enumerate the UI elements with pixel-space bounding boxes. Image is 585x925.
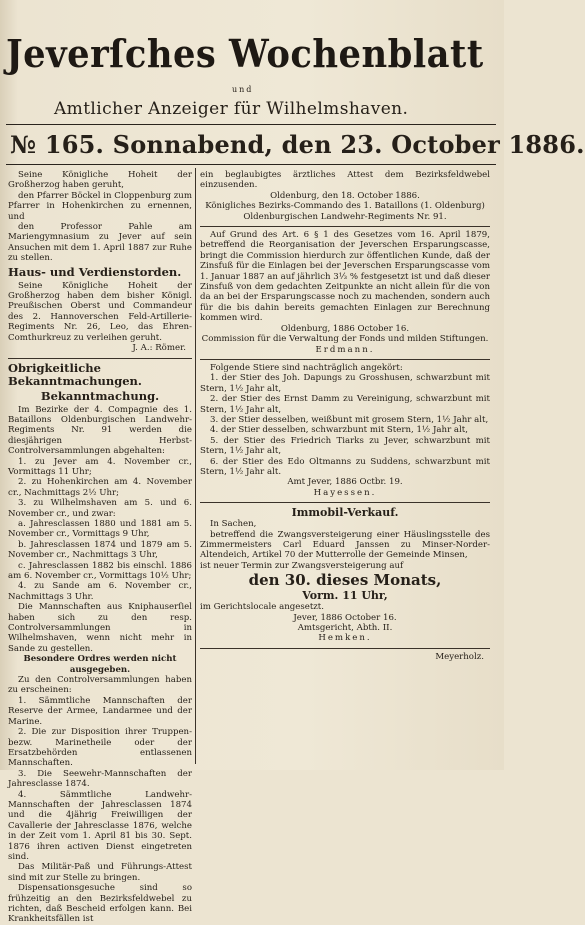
sale-name: Hemken. — [318, 633, 372, 644]
right-column — [200, 170, 490, 662]
header-rule-bottom — [6, 164, 496, 165]
notice-note: Die Mannschaften aus Kniphauserſiel haben sich zu den resp. Controlversammlungen in Wilhelmshaven, wenn nicht mehr in Sande zu gestellen. — [8, 602, 192, 654]
list-item: 1. der Stier des Joh. Dapungs zu Grosshusen, schwarzbunt mit Stern, 1½ Jahr alt, — [200, 373, 490, 394]
header-rule-top — [6, 124, 496, 125]
section-rule — [200, 226, 490, 227]
list-item: 4. zu Sande am 6. November cr., Nachmittags 3 Uhr. — [8, 581, 192, 602]
list-item: c. Jahresclassen 1882 bis einschl. 1886 am 6. November cr., Vormittags 10½ Uhr; — [8, 560, 192, 581]
sale-time: Vorm. 11 Uhr, — [302, 589, 388, 603]
sale-heading: Immobil-Verkauf. — [291, 506, 399, 520]
section-rule — [200, 502, 490, 503]
list-item: 3. der Stier desselben, weißbunt mit grosem Stern, 1½ Jahr alt, — [210, 414, 489, 425]
list-item: Dispensationsgesuche sind so frühzeitig an den Bezirksfeldwebel zu richten, daß Bescheid erfolgen kann. Bei Krankheitsfällen ist — [8, 883, 192, 925]
savings-notice: Auf Grund des Art. 6 § 1 des Gesetzes vom 16. April 1879, betreffend die Reorganisation der Jeverschen Ersparungscasse, bringt die Commission hierdurch zur öffentlichen Kunde, daß der Zinsfuß für die Einlagen bei der Jeverschen Ersparungscasse vom 1. Januar 1887 an auf jährlich 3⅓ % festgesetzt ist und daß dieser Zinsfuß von dem gedachten Zeitpunkte an nicht allein für die von da an bei der Ersparungscasse noch zu machenden, sondern auch für die bis dahin bereits gemachten Einlagen zur Berechnung kommen wird. — [200, 230, 490, 324]
list-item: 5. der Stier des Friedrich Tiarks zu Jever, schwarzbunt mit Stern, 1½ Jahr alt, — [200, 435, 490, 457]
list-item: a. Jahresclassen 1880 und 1881 am 5. November cr., Vormittags 9 Uhr, — [8, 518, 192, 540]
issue-date: den 23. October 1886. — [281, 130, 585, 159]
masthead-subtitle: Amtlicher Anzeiger für Wilhelmshaven. — [54, 99, 409, 119]
savings-signature: Commission für die Verwaltung der Fonds und milden Stiftungen. — [201, 334, 489, 345]
savings-date: Oldenburg, 1886 October 16. — [280, 323, 410, 334]
section-rule — [8, 358, 192, 359]
list-item: 6. der Stier des Edo Oltmanns zu Suddens, schwarzbunt mit Stern, 1½ Jahr alt. — [200, 456, 490, 477]
notice-note: Zu den Controlversammlungen haben zu erscheinen: — [8, 675, 192, 696]
notices-heading: Obrigkeitliche Bekanntmachungen. — [8, 360, 142, 388]
bulls-date: Amt Jever, 1886 Octbr. 19. — [287, 477, 403, 488]
list-item: Das Militär-Paß und Führungs-Attest sind mit zur Stelle zu bringen. — [8, 862, 192, 883]
notice-date: Oldenburg, den 18. October 1886. — [270, 190, 420, 201]
sale-lead: In Sachen, — [210, 519, 257, 530]
sale-text: ist neuer Termin zur Zwangsversteigerung auf — [200, 560, 404, 571]
sale-place: im Gerichtslocale angesetzt. — [200, 602, 324, 613]
masthead-connector: und — [232, 85, 254, 94]
sale-text: betreffend die Zwangsversteigerung einer Häuslingsstelle des Zimmermeisters Carl Eduard Janssen zu Minser-Norder-Altendeich, Artikel 70 der Mutterrolle der Gemeinde Minsen, — [200, 529, 490, 561]
intro-paragraph: den Pfarrer Böckel in Cloppenburg zum Pfarrer in Hohenkirchen zu ernennen, und — [8, 190, 192, 222]
savings-name: Erdmann. — [315, 344, 375, 355]
intro-paragraph: Seine Königliche Hoheit der Großherzog haben geruht, — [8, 170, 192, 191]
issue-day: Sonnabend, — [112, 130, 274, 159]
list-item: 2. Die zur Disposition ihrer Truppen- bezw. Marinetheile oder der Ersatzbehörden entlassenen Mannschaften. — [8, 727, 192, 769]
notice-intro: Im Bezirke der 4. Compagnie des 1. Bataillons Oldenburgischen Landwehr-Regiments Nr. 91 werden die diesjährigen Herbst-Controlversammlungen abgehalten: — [8, 404, 192, 457]
section-rule — [200, 359, 490, 360]
list-item: 4. Sämmtliche Landwehr-Mannschaften der Jahresclassen 1874 und die 4jährig Freiwilligen der Cavallerie der Jahresclasse 1876, welche in der Zeit vom 1. April 81 bis 30. Sept. 1876 ihren activen Dienst eingetreten sind. — [8, 789, 192, 862]
notice-subheading: Bekanntmachung. — [40, 388, 160, 403]
orders-heading: Haus- und Verdienstorden. — [8, 264, 182, 279]
notice-continuation: ein beglaubigtes ärztliches Attest dem Bezirksfeldwebel einzusenden. — [200, 170, 490, 191]
list-item: 4. der Stier desselben, schwarzbunt mit Stern, 1½ Jahr alt, — [210, 425, 468, 436]
intro-paragraph: den Professor Pahle am Mariengymnasium zu Jever auf sein Ansuchen mit dem 1. April 1887 zur Ruhe zu stellen. — [8, 222, 192, 264]
sale-signature: Meyerholz. — [435, 651, 484, 662]
sale-date2: Jever, 1886 October 16. — [293, 612, 397, 623]
list-item: 3. zu Wilhelmshaven am 5. und 6. November cr., und zwar: — [8, 498, 192, 519]
bulls-intro: Folgende Stiere sind nachträglich angekört: — [210, 362, 403, 373]
list-item: 2. der Stier des Ernst Damm zu Vereinigung, schwarzbunt mit Stern, 1½ Jahr alt, — [200, 394, 490, 415]
sale-date: den 30. dieses Monats, — [248, 571, 442, 590]
notice-signature: Königliches Bezirks-Commando des 1. Bataillons (1. Oldenburg) Oldenburgischen Landwehr-Regiments Nr. 91. — [205, 201, 485, 222]
list-item: 3. Die Seewehr-Mannschaften der Jahresclasse 1874. — [8, 768, 192, 790]
bulls-signature: Hayessen. — [313, 487, 377, 498]
issue-number: № 165. — [10, 130, 105, 159]
orders-signature: J. A.: Römer. — [132, 343, 186, 354]
list-item: 2. zu Hohenkirchen am 4. November cr., Nachmittags 2½ Uhr; — [8, 477, 192, 498]
sale-court: Amtsgericht, Abth. II. — [297, 623, 393, 634]
list-item: 1. zu Jever am 4. November cr., Vormittags 11 Uhr; — [8, 456, 192, 477]
column-divider — [195, 168, 196, 764]
notice-note-bold: Besondere Ordres werden nicht ausgegeben. — [23, 654, 177, 675]
masthead-title: Jeverſches Wochenblatt — [6, 31, 484, 76]
left-column — [8, 170, 192, 925]
issue-line — [10, 130, 585, 159]
list-item: b. Jahresclassen 1874 und 1879 am 5. November cr., Nachmittags 3 Uhr, — [8, 539, 192, 561]
orders-text: Seine Königliche Hoheit der Großherzog haben dem bisher Königl. Preußischen Oberst und Commandeur des 2. Hannoverschen Feld-Artillerie-Regiments Nr. 26, Leo, das Ehren-Comthurkreuz zu verleihen geruht. — [8, 280, 192, 343]
section-rule — [200, 648, 490, 649]
list-item: 1. Sämmtliche Mannschaften der Reserve der Armee, Landarmee und der Marine. — [8, 695, 192, 727]
